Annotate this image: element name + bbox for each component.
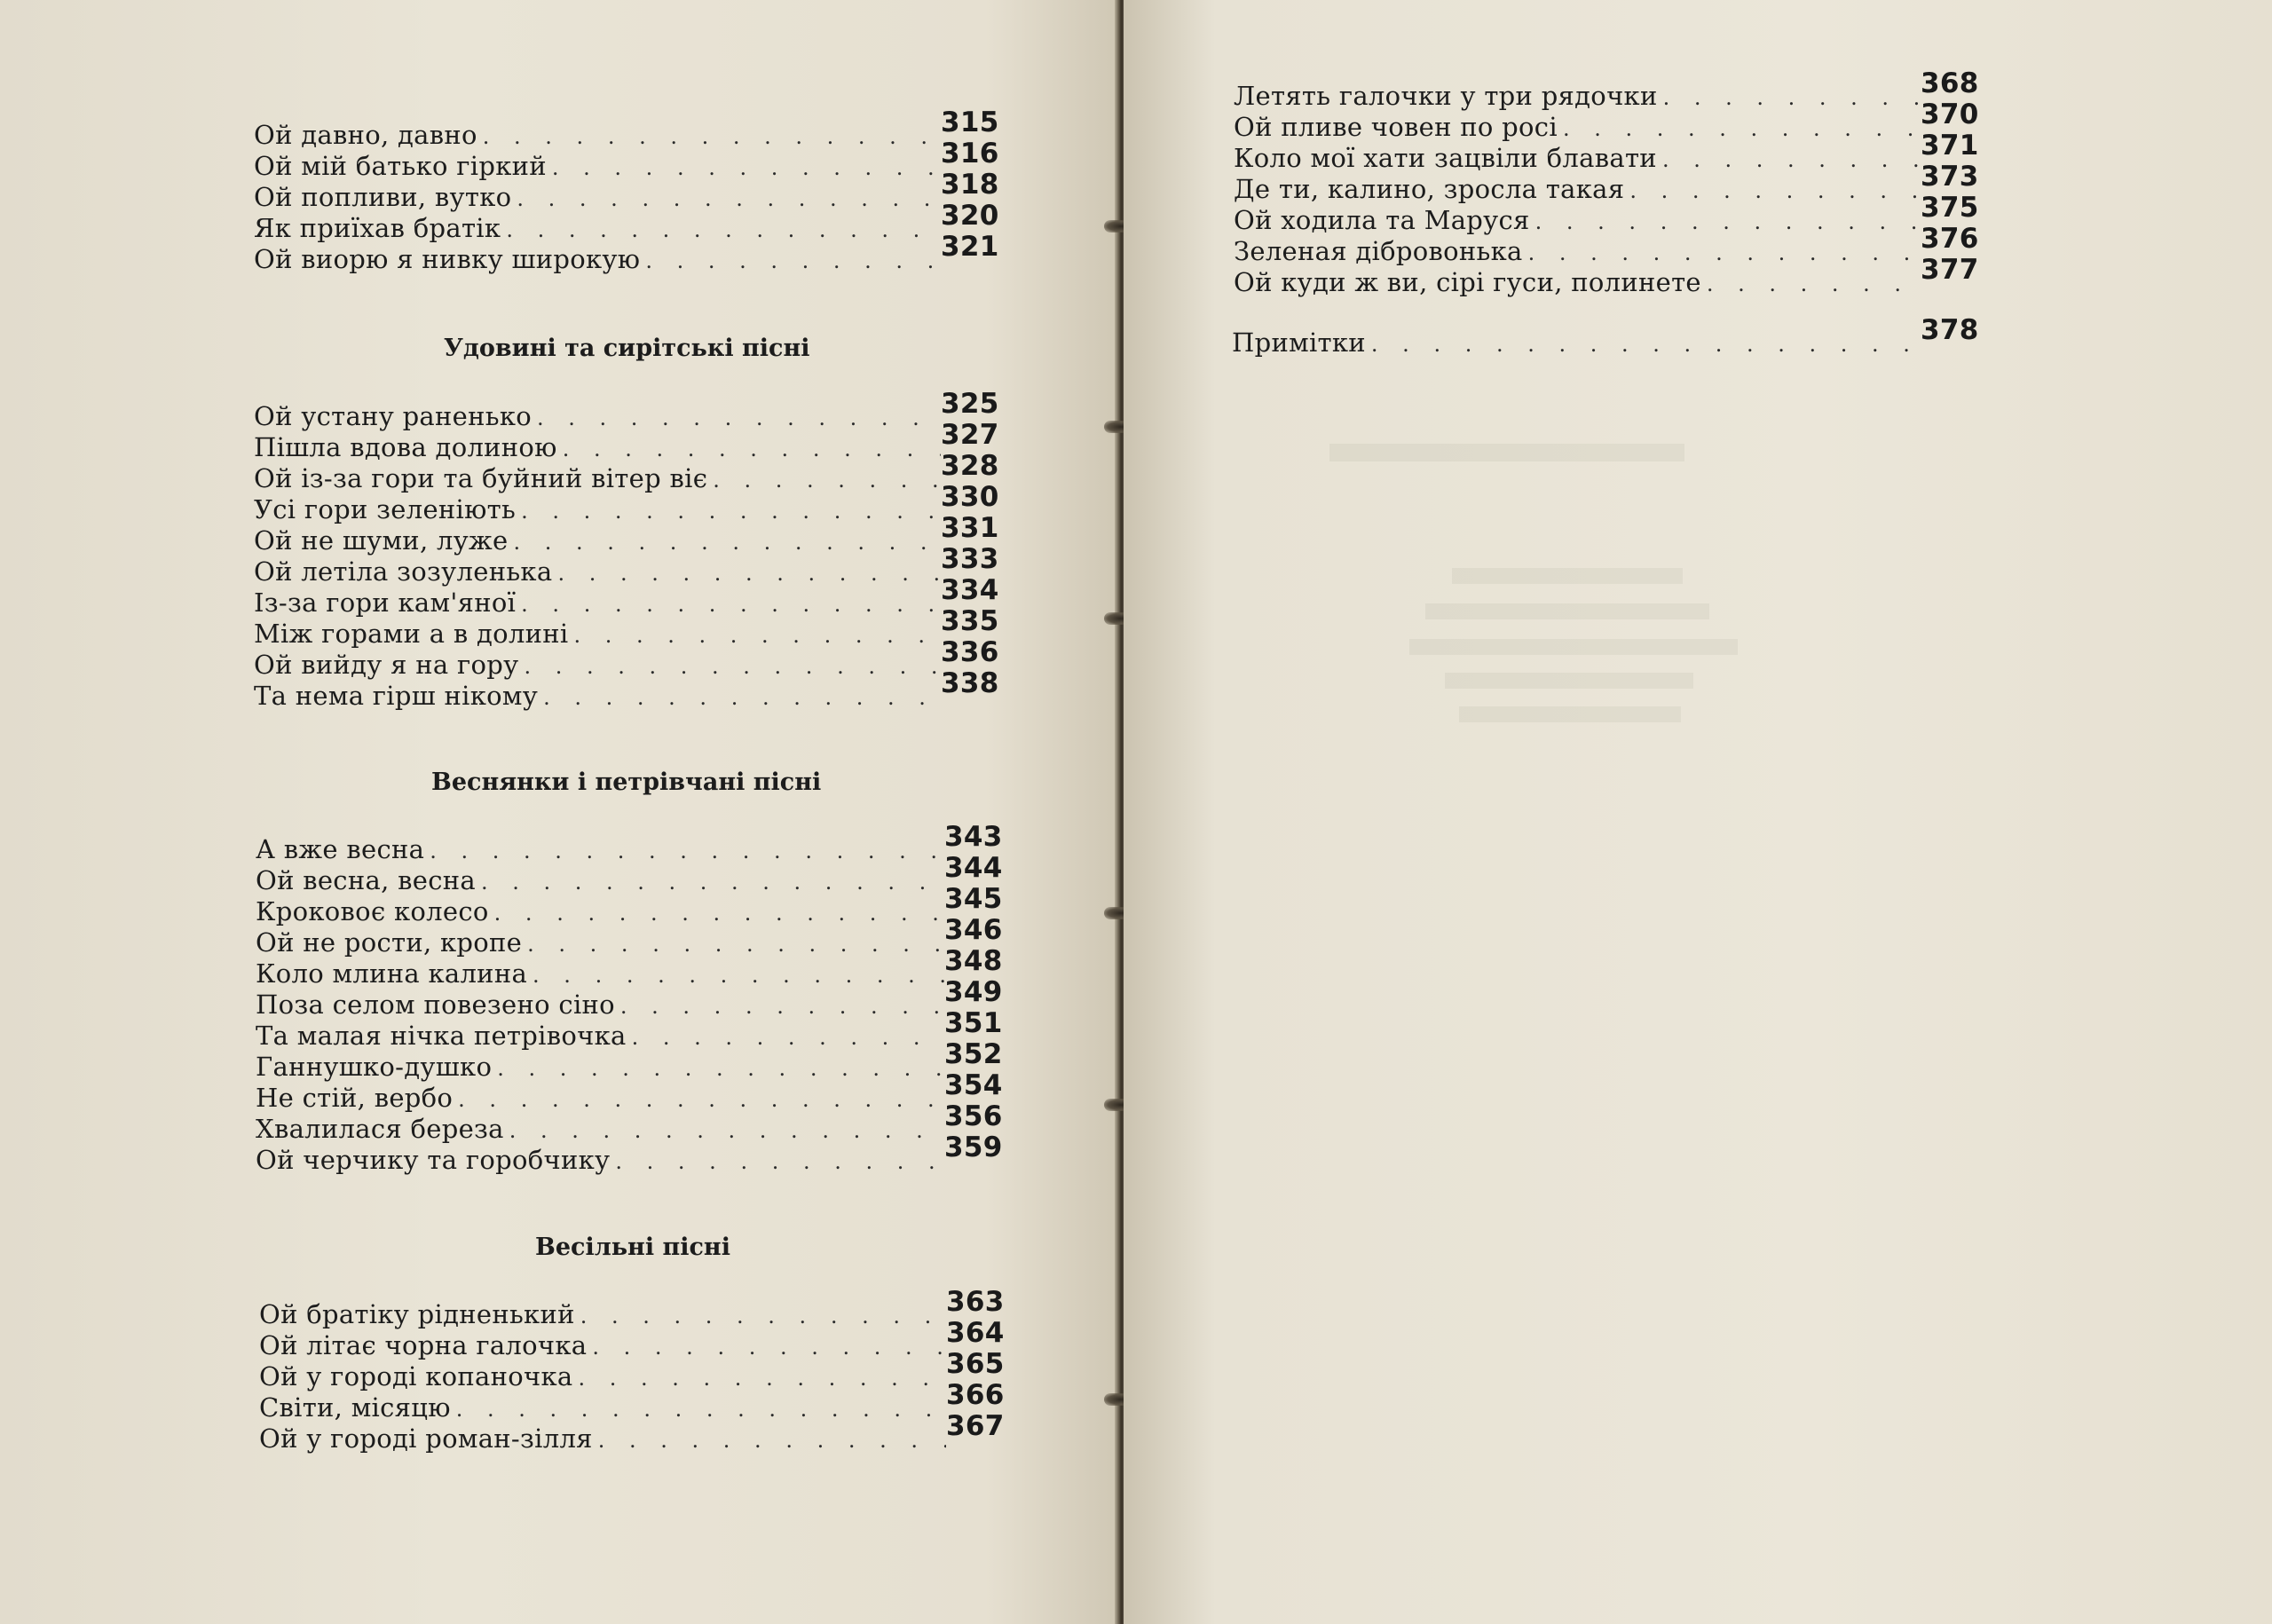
dot-leader <box>1629 178 1921 203</box>
toc-group-2 <box>254 388 999 711</box>
dot-leader <box>494 901 944 926</box>
dot-leader <box>645 248 941 273</box>
toc-entry-title: Та нема гірш нікому <box>254 681 539 711</box>
toc-entry <box>256 1131 1003 1175</box>
dot-leader <box>552 155 941 180</box>
toc-entry-title: Коло млина калина <box>256 958 528 989</box>
dot-leader <box>1528 240 1921 265</box>
toc-entry <box>256 914 1003 958</box>
toc-entry <box>256 852 1003 895</box>
toc-entry-title: Та малая нічка петрівочка <box>256 1021 627 1051</box>
toc-entry <box>256 821 1003 864</box>
toc-entry-page-number: 330 <box>941 481 999 513</box>
toc-entry <box>259 1286 1005 1329</box>
toc-entry-page-number: 365 <box>946 1348 1005 1380</box>
dot-leader <box>537 406 941 430</box>
toc-entry-title: А вже весна <box>256 834 425 864</box>
toc-entry-title: Ганнушко-душко <box>256 1052 493 1082</box>
toc-entry-page-number: 366 <box>946 1379 1005 1411</box>
toc-entry-title: Ой мій батько гіркий <box>254 151 547 181</box>
dot-leader <box>521 499 941 524</box>
dot-leader <box>521 592 941 617</box>
show-through-text <box>1329 444 1684 461</box>
toc-entry-title: Ой давно, давно <box>254 120 477 150</box>
toc-entry-page-number: 327 <box>941 419 999 451</box>
toc-entry <box>1234 130 1979 173</box>
dot-leader <box>497 1056 944 1081</box>
toc-entry-page-number: 345 <box>944 883 1003 915</box>
toc-entry-title: Ой черчику та горобчику <box>256 1145 611 1175</box>
toc-entry-page-number: 331 <box>941 512 999 544</box>
dot-leader <box>598 1428 946 1453</box>
dot-leader <box>1707 272 1921 296</box>
toc-entry-page-number: 373 <box>1921 161 1979 193</box>
toc-entry-notes <box>1232 314 1979 358</box>
section-title-wedding-songs: Весільні пісні <box>535 1234 730 1261</box>
toc-entry-page-number: 338 <box>941 667 999 699</box>
show-through-text <box>1459 706 1681 722</box>
toc-entry-title: Усі гори зеленіють <box>254 494 517 524</box>
toc-entry-title: Світи, місяцю <box>259 1392 451 1423</box>
toc-entry-title: Як приїхав братік <box>254 213 501 243</box>
toc-entry-title: Ой пливе човен по росі <box>1234 112 1558 142</box>
left-page <box>0 0 1120 1624</box>
toc-entry <box>1234 99 1979 142</box>
toc-entry-title: Коло мої хати зацвіли блавати <box>1234 143 1657 173</box>
toc-entry-page-number: 343 <box>944 821 1003 853</box>
dot-leader <box>524 654 941 679</box>
toc-entry-title: Ой братіку рідненький <box>259 1299 575 1329</box>
dot-leader <box>1662 147 1921 172</box>
toc-entry <box>254 106 999 150</box>
toc-entry <box>254 200 999 243</box>
dot-leader <box>557 561 941 586</box>
toc-entry-page-number: 377 <box>1921 254 1979 286</box>
dot-leader <box>458 1087 944 1112</box>
toc-entry <box>256 976 1003 1020</box>
toc-entry-page-number: 321 <box>941 231 999 263</box>
toc-entry-title: Не стій, вербо <box>256 1083 454 1113</box>
dot-leader <box>574 623 942 648</box>
toc-entry-title: Між горами а в долині <box>254 619 569 649</box>
toc-entry-page-number: 346 <box>944 914 1003 946</box>
toc-entry-page-number: 359 <box>944 1131 1003 1163</box>
dot-leader <box>1563 116 1921 141</box>
toc-entry <box>256 1069 1003 1113</box>
toc-entry <box>259 1379 1005 1423</box>
toc-entry <box>259 1348 1005 1391</box>
toc-notes <box>1232 314 1979 358</box>
toc-entry-title: Ой вийду я на гору <box>254 650 519 680</box>
toc-entry-title: Примітки <box>1232 327 1366 358</box>
dot-leader <box>543 685 941 710</box>
toc-entry <box>259 1317 1005 1360</box>
toc-entry-page-number: 376 <box>1921 223 1979 255</box>
toc-group-3 <box>256 821 1003 1175</box>
toc-entry-title: Кроковоє колесо <box>256 896 489 926</box>
toc-entry-page-number: 367 <box>946 1410 1005 1442</box>
toc-entry <box>254 667 999 711</box>
toc-entry-page-number: 328 <box>941 450 999 482</box>
toc-entry-title: Ой устану раненько <box>254 401 532 431</box>
dot-leader <box>620 994 944 1019</box>
toc-entry-title: Ой не рости, кропе <box>256 927 523 958</box>
toc-entry-page-number: 320 <box>941 200 999 232</box>
toc-entry-title: Ой куди ж ви, сірі гуси, полинете <box>1234 267 1701 297</box>
toc-entry-title: Із-за гори кам'яної <box>254 587 517 618</box>
dot-leader <box>1535 209 1921 234</box>
show-through-text <box>1452 568 1683 584</box>
toc-entry-title: Ой із-за гори та буйний вітер віє <box>254 463 708 493</box>
toc-entry <box>256 945 1003 989</box>
toc-group-4 <box>259 1286 1005 1454</box>
toc-entry-page-number: 375 <box>1921 192 1979 224</box>
toc-entry-page-number: 318 <box>941 169 999 201</box>
toc-entry-title: Хвалилася береза <box>256 1114 504 1144</box>
dot-leader <box>632 1025 944 1050</box>
show-through-text <box>1425 603 1709 619</box>
dot-leader <box>517 186 941 211</box>
dot-leader <box>713 468 941 493</box>
dot-leader <box>592 1335 946 1360</box>
toc-entry-title: Ой у городі роман-зілля <box>259 1423 593 1454</box>
toc-entry-page-number: 349 <box>944 976 1003 1008</box>
dot-leader <box>514 530 941 555</box>
toc-entry <box>254 543 999 587</box>
toc-entry-title: Ой летіла зозуленька <box>254 556 553 587</box>
toc-entry-page-number: 368 <box>1921 67 1979 99</box>
toc-entry-page-number: 370 <box>1921 99 1979 130</box>
right-page <box>1124 0 2272 1624</box>
toc-entry <box>1234 192 1979 235</box>
toc-entry-page-number: 316 <box>941 138 999 169</box>
dot-leader <box>615 1149 944 1174</box>
dot-leader <box>532 963 944 988</box>
toc-entry <box>256 1100 1003 1144</box>
toc-entry <box>256 1007 1003 1051</box>
toc-entry-page-number: 356 <box>944 1100 1003 1132</box>
toc-entry-page-number: 363 <box>946 1286 1005 1318</box>
toc-entry-title: Поза селом повезено сіно <box>256 989 615 1020</box>
toc-entry-page-number: 333 <box>941 543 999 575</box>
toc-entry <box>254 481 999 524</box>
toc-entry-title: Ой попливи, вутко <box>254 182 512 212</box>
toc-entry-title: Ой літає чорна галочка <box>259 1330 588 1360</box>
toc-entry <box>254 450 999 493</box>
toc-entry-title: Ой виорю я нивку широкую <box>254 244 641 274</box>
dot-leader <box>483 124 941 149</box>
toc-entry-title: Летять галочки у три рядочки <box>1234 81 1658 111</box>
toc-entry <box>259 1410 1005 1454</box>
toc-entry <box>254 512 999 556</box>
dot-leader <box>506 217 941 242</box>
dot-leader <box>430 839 944 863</box>
toc-group-right <box>1234 67 1979 297</box>
toc-entry-title: Ой ходила та Маруся <box>1234 205 1530 235</box>
section-title-widow-orphan-songs: Удовині та сирітські пісні <box>444 335 810 362</box>
toc-entry-title: Ой весна, весна <box>256 865 476 895</box>
toc-entry-page-number: 315 <box>941 106 999 138</box>
toc-entry-page-number: 334 <box>941 574 999 606</box>
toc-entry-page-number: 344 <box>944 852 1003 884</box>
toc-entry-title: Де ти, калино, зросла такая <box>1234 174 1625 204</box>
toc-entry-page-number: 348 <box>944 945 1003 977</box>
toc-entry <box>1234 161 1979 204</box>
toc-entry <box>1234 254 1979 297</box>
toc-entry-page-number: 354 <box>944 1069 1003 1101</box>
dot-leader <box>527 932 944 957</box>
toc-entry <box>1234 67 1979 111</box>
toc-entry-title: Ой у городі копаночка <box>259 1361 573 1391</box>
toc-entry-page-number: 352 <box>944 1038 1003 1070</box>
dot-leader <box>1371 332 1921 357</box>
dot-leader <box>579 1366 946 1391</box>
toc-entry <box>254 231 999 274</box>
dot-leader <box>481 870 944 895</box>
toc-entry-page-number: 371 <box>1921 130 1979 162</box>
toc-entry <box>1234 223 1979 266</box>
toc-entry <box>256 1038 1003 1082</box>
toc-entry <box>254 419 999 462</box>
toc-entry-page-number: 336 <box>941 636 999 668</box>
toc-entry-page-number: 325 <box>941 388 999 420</box>
show-through-text <box>1445 673 1693 689</box>
dot-leader <box>563 437 941 461</box>
dot-leader <box>509 1118 944 1143</box>
dot-leader <box>580 1304 946 1328</box>
show-through-text <box>1409 639 1738 655</box>
toc-entry <box>254 169 999 212</box>
toc-entry <box>254 636 999 680</box>
toc-entry <box>254 388 999 431</box>
toc-entry <box>256 883 1003 926</box>
section-title-spring-songs: Веснянки і петрівчані пісні <box>431 769 822 796</box>
toc-entry-page-number: 378 <box>1921 314 1979 346</box>
toc-entry-title: Зеленая дібровонька <box>1234 236 1523 266</box>
toc-entry-title: Пішла вдова долиною <box>254 432 557 462</box>
dot-leader <box>1663 85 1921 110</box>
dot-leader <box>456 1397 946 1422</box>
toc-group-1 <box>254 106 999 274</box>
toc-entry-page-number: 335 <box>941 605 999 637</box>
toc-entry-page-number: 364 <box>946 1317 1005 1349</box>
toc-entry-title: Ой не шуми, луже <box>254 525 509 556</box>
toc-entry-page-number: 351 <box>944 1007 1003 1039</box>
toc-entry <box>254 138 999 181</box>
toc-entry <box>254 605 999 649</box>
toc-entry <box>254 574 999 618</box>
